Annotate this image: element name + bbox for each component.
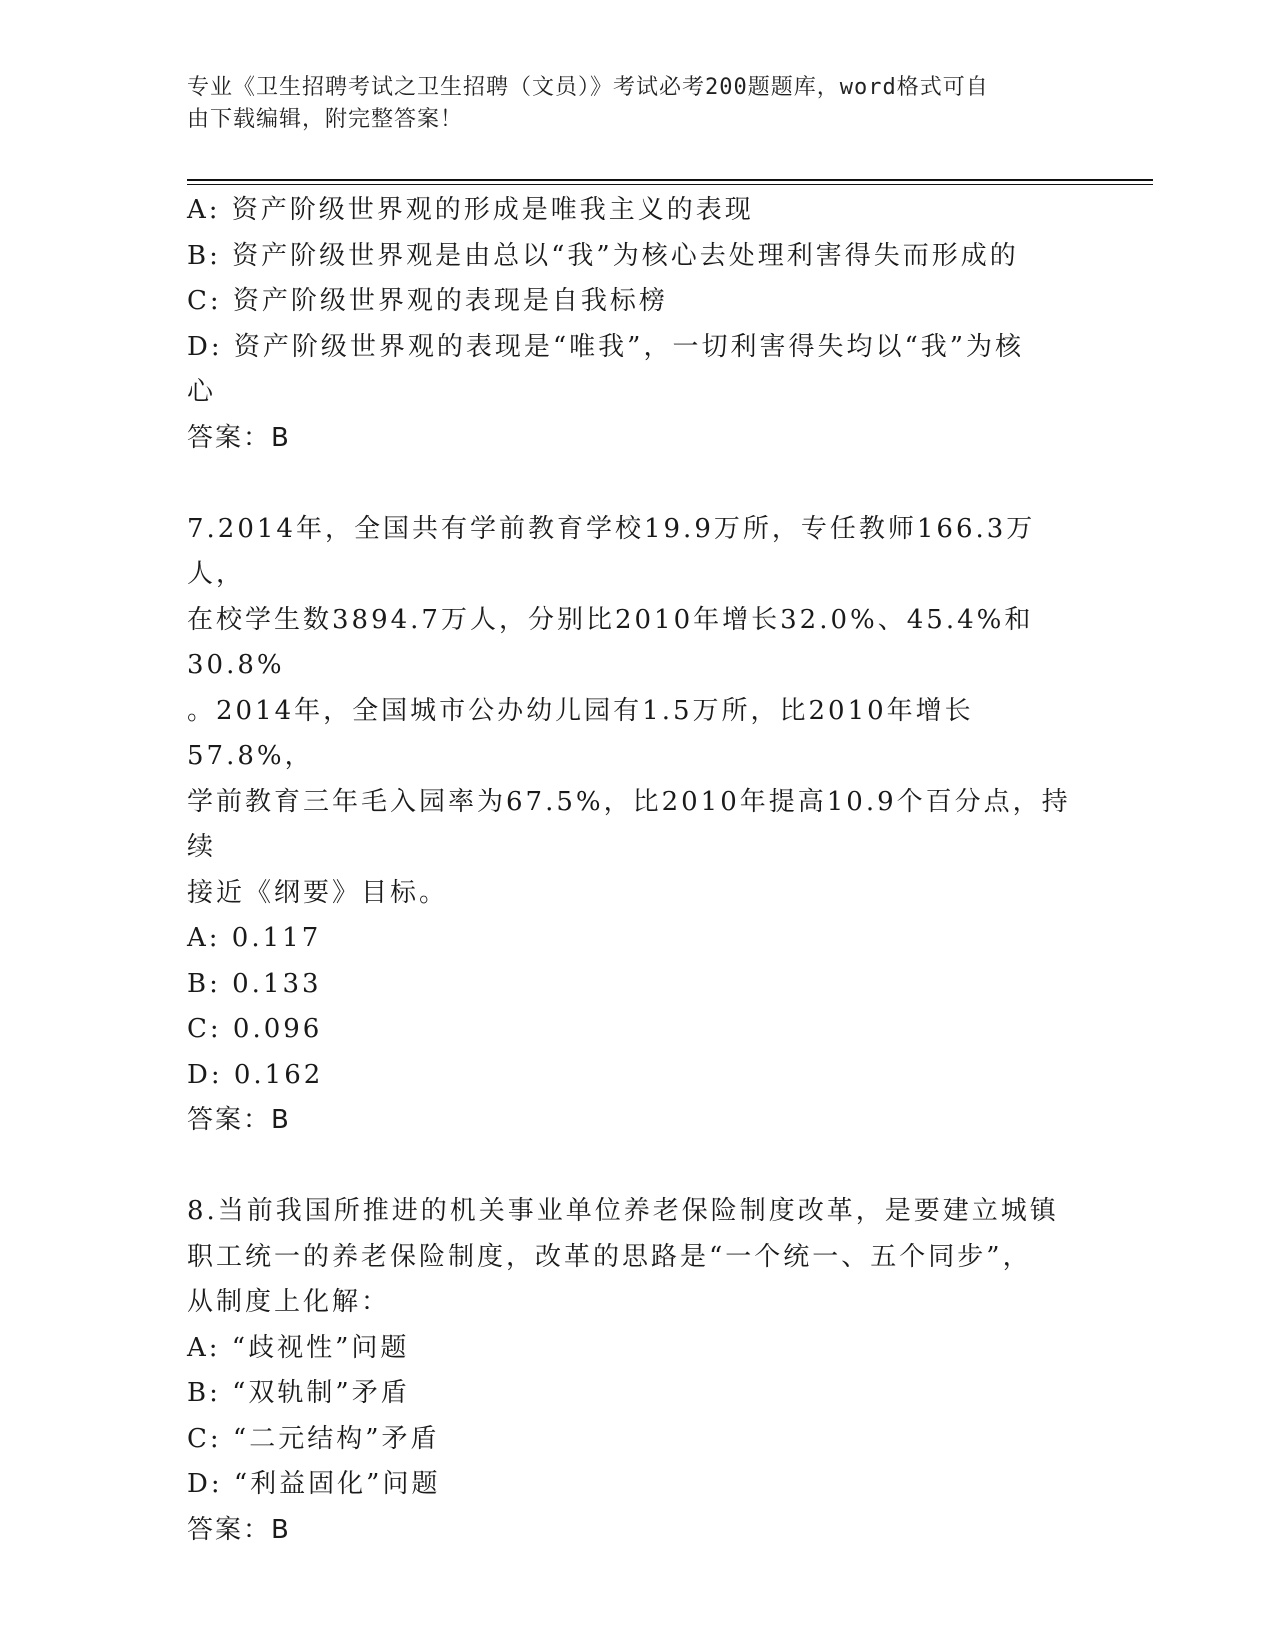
option-a: A: “歧视性”问题	[187, 1332, 410, 1363]
header-divider-thin	[187, 184, 1153, 185]
question-stem-line: 在校学生数3894.7万人，分别比2010年增长32.0%、45.4%和30.8%	[187, 604, 1034, 680]
question-7-block	[187, 507, 1087, 1144]
option-c: C: “二元结构”矛盾	[187, 1423, 440, 1454]
answer-label: 答案：B	[187, 1514, 291, 1545]
document-header	[187, 72, 1087, 136]
question-content	[187, 188, 1087, 1553]
question-stem-line: 接近《纲要》目标。	[187, 877, 449, 908]
question-stem-line: 从制度上化解：	[187, 1287, 391, 1317]
header-line-2: 由下载编辑，附完整答案！	[187, 107, 464, 132]
option-d: D: “利益固化”问题	[187, 1469, 441, 1499]
option-a: A: 0.117	[187, 923, 322, 953]
option-b: B: 资产阶级世界观是由总以“我”为核心去处理利害得失而形成的	[187, 240, 1019, 271]
spacer	[187, 1144, 1087, 1190]
question-stem-line: 职工统一的养老保险制度，改革的思路是“一个统一、五个同步”，	[187, 1241, 1032, 1272]
option-c: C: 0.096	[187, 1014, 323, 1044]
answer-label: 答案：B	[187, 1105, 291, 1135]
option-d: D: 资产阶级世界观的表现是“唯我”，一切利害得失均以“我”为核	[187, 331, 1025, 362]
question-8-block	[187, 1189, 1087, 1553]
header-line-1: 专业《卫生招聘考试之卫生招聘（文员）》考试必考200题题库，word格式可自	[187, 75, 989, 100]
question-stem-line: 学前教育三年毛入园率为67.5%，比2010年提高10.9个百分点，持续	[187, 786, 1071, 862]
answer-label: 答案：B	[187, 422, 291, 453]
option-b: B: “双轨制”矛盾	[187, 1378, 410, 1408]
spacer	[187, 461, 1087, 507]
option-b: B: 0.133	[187, 968, 322, 999]
option-d: D: 0.162	[187, 1059, 324, 1090]
question-stem-line: 8.当前我国所推进的机关事业单位养老保险制度改革，是要建立城镇	[187, 1196, 1059, 1226]
question-stem-line: 7.2014年，全国共有学前教育学校19.9万所，专任教师166.3万人，	[187, 513, 1036, 589]
option-a: A: 资产阶级世界观的形成是唯我主义的表现	[187, 195, 754, 225]
header-divider-thick	[187, 179, 1153, 181]
option-d-continued: 心	[187, 377, 217, 407]
question-stem-line: 。2014年，全国城市公办幼儿园有1.5万所，比2010年增长57.8%，	[187, 695, 974, 771]
option-c: C: 资产阶级世界观的表现是自我标榜	[187, 286, 668, 316]
question-6-block	[187, 188, 1087, 461]
